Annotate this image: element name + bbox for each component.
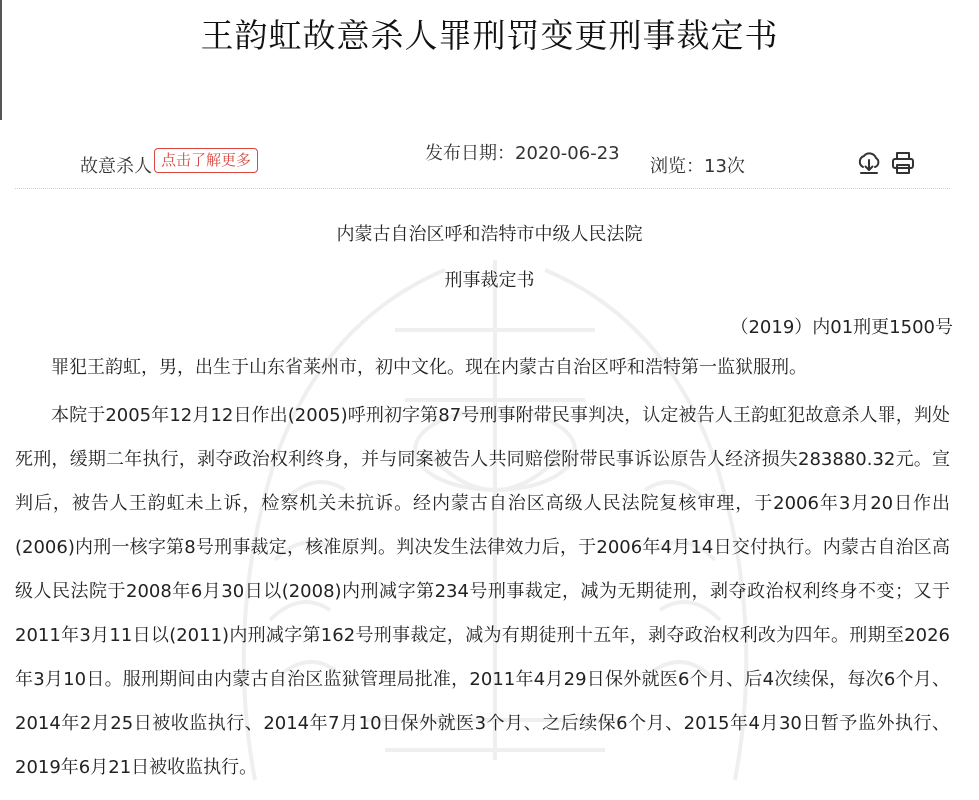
download-icon[interactable]	[856, 150, 882, 176]
paragraph-history: 本院于2005年12月12日作出(2005)呼刑初字第87号刑事附带民事判决，认定被告人王韵虹犯故意杀人罪，判处死刑，缓期二年执行，剥夺政治权利终身，并与同案被告人共同赔偿附带民事诉讼原告人经济损失283880.32元。宣判后，被告人王韵虹未上诉，检察机关未抗诉。经内蒙古自治区高级人民法院复核审理，于2006年3月20日作出(2006)内刑一核字第8号刑事裁定，核准原判。判决发生法律效力后，于2006年4月14日交付执行。内蒙古自治区高级人民法院于2008年6月30日以(2008)内刑减字第234号刑事裁定，减为无期徒刑，剥夺政治权利终身不变；又于2011年3月11日以(2011)内刑减字第162号刑事裁定，减为有期徒刑十五年，剥夺政治权利改为四年。刑期至2026年3月10日。服刑期间由内蒙古自治区监狱管理局批准，2011年4月29日保外就医6个月、后4次续保，每次6个月、2014年2月25日被收监执行、2014年7月10日保外就医3个月、之后续保6个月、2015年4月30日暂予监外执行、2019年6月21日被收监执行。	[15, 405, 950, 778]
publish-date: 发布日期：2020-06-23	[425, 143, 620, 164]
view-count: 浏览：13次	[650, 156, 745, 177]
court-name: 内蒙古自治区呼和浩特市中级人民法院	[336, 224, 643, 245]
category-label: 故意杀人	[80, 156, 152, 177]
paragraph-defendant: 罪犯王韵虹，男，出生于山东省莱州市，初中文化。现在内蒙古自治区呼和浩特第一监狱服刑。	[51, 357, 807, 378]
page-title: 王韵虹故意杀人罪刑罚变更刑事裁定书	[200, 16, 779, 55]
meta-divider	[15, 188, 950, 189]
learn-more-link[interactable]: 点击了解更多	[154, 148, 258, 173]
meta-bar	[0, 138, 979, 194]
document-type: 刑事裁定书	[444, 270, 535, 291]
print-icon[interactable]	[890, 150, 916, 176]
case-number: （2019）内01刑更1500号	[730, 317, 953, 338]
